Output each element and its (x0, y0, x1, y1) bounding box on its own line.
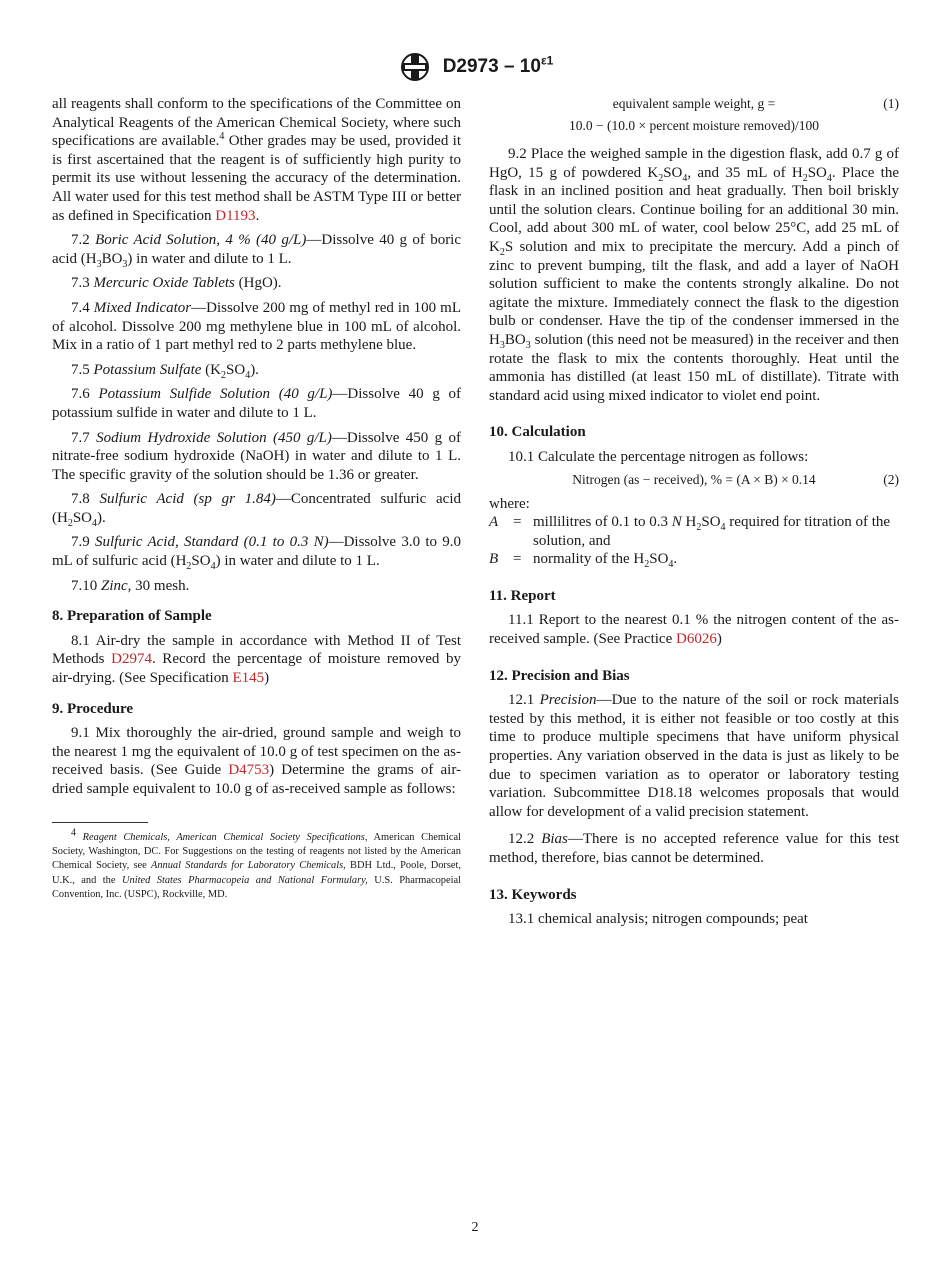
reagent-intro-paragraph: all reagents shall conform to the specifications of the Committee on Analytical Reagents of the American Chemical Society, where such specifications are available.$^4$ Other grades may be used, provided it is first ascertained that the reagent is of sufficiently high purity to permit its use without lessening the accuracy of the determination. All water used for this test method shall be ASTM Type III or better as defined in Specification D1193. (52, 96, 462, 224)
astm-logo-icon (397, 52, 433, 82)
where-definition-a: A = millilitres of 0.1 to 0.3 N $H_2SO_4$ required for titration of the solution, and (489, 514, 891, 549)
section-7-5: 7.5 Potassium Sulfate $(K_2SO_4)$. (71, 361, 259, 381)
section-7-6: 7.6 Potassium Sulfide Solution (40 g/L)—Dissolve 40 g of potassium sulfide in water and dilute to 1 L. (52, 386, 462, 421)
heading-section-10: 10. Calculation (489, 424, 586, 441)
section-7-10: 7.10 Zinc, 30 mesh. (71, 577, 190, 594)
section-9-2: 9.2 Place the weighed sample in the digestion flask, add 0.7 g of HgO, 15 g of powdered $K_2SO_4$, and 35 mL of $H_2SO_4$. Place the flask in an inclined position and heat gradually. Then boil briskly until the solution clears. Continue boiling for an additional 30 min. Cool, add about 300 mL of water, cool below 25°C, add 25 mL of $K_2S$ solution and mix to precipitate the mercury. Add a pinch of zinc to prevent bumping, tilt the flask, and add a layer of NaOH solution sufficient to make the contents strongly alkaline. Do not agitate the mixture. Immediately connect the flask to the digestion bulb or condenser. Have the tip of the condenser immersed in the $H_3BO_3$ solution (this need not be measured) in the receiver and then rotate the flask to mix the contents thoroughly. Heat until the ammonia has distilled (at least 150 mL of distillate). Titrate with standard acid using mixed indicator to violet end point. (489, 146, 899, 404)
section-10-1: 10.1 Calculate the percentage nitrogen as follows: (508, 448, 809, 465)
equation-2: Nitrogen (as − received), % = (A × B) × 0.14 (2) (572, 471, 899, 487)
section-7-4: 7.4 Mixed Indicator—Dissolve 200 mg of methyl red in 100 mL of alcohol. Dissolve 200 mg methylene blue in 100 mL of alcohol. Mix in a ratio of 1 part methyl red to 2 parts methylene blue. (52, 299, 461, 354)
section-8-1: 8.1 Air-dry the sample in accordance with Method II of Test Methods D2974. Record the percentage of moisture removed by air-drying. (See Specification E145) (52, 632, 461, 687)
equation-2-number: (2) (883, 471, 899, 487)
heading-section-11: 11. Report (489, 587, 556, 604)
page-number: 2 (471, 1220, 479, 1235)
standard-designation: $D2973 - 10^{\varepsilon 1}$ (442, 53, 554, 77)
section-11-1: 11.1 Report to the nearest 0.1 % the nitrogen content of the as-received sample. (See Practice D6026) (489, 612, 899, 648)
link-d6026[interactable]: D6026 (676, 631, 717, 648)
link-d2974[interactable]: D2974 (111, 651, 152, 668)
heading-section-9: 9. Procedure (52, 700, 134, 717)
section-7-3: 7.3 Mercuric Oxide Tablets (HgO). (71, 275, 282, 292)
right-column (489, 95, 899, 929)
heading-section-13: 13. Keywords (489, 886, 577, 903)
section-7-2: 7.2 Boric Acid Solution, 4 % (40 g/L)—Dissolve 40 g of boric acid $(H_3BO_3)$ in water and dilute to 1 L. (52, 232, 462, 270)
where-definition-b: B = normality of the $H_2SO_4$. (489, 551, 678, 571)
where-label: where: (489, 495, 530, 512)
left-column (52, 95, 461, 903)
section-7-7: 7.7 Sodium Hydroxide Solution (450 g/L)—Dissolve 450 g of nitrate-free sodium hydroxide (NaOH) in water and dilute to 1 L. The specific gravity of the solution should be 1.36 or greater. (52, 429, 461, 483)
link-d1193[interactable]: D1193 (215, 207, 256, 224)
footnote-4: $^4$ Reagent Chemicals, American Chemical Society Specifications, American Chemical Society, Washington, DC. For Suggestions on the testing of reagents not listed by the American Chemical Society, see Annual Standards for Laboratory Chemicals, BDH Ltd., Poole, Dorset, U.K., and the United States Pharmacopeia and National Formulary, U.S. Pharmacopeial Convention, Inc. (USPC), Rockville, MD. (52, 827, 461, 901)
section-7-9: 7.9 Sulfuric Acid, Standard (0.1 to 0.3 N)—Dissolve 3.0 to 9.0 mL of sulfuric acid $(H_2SO_4)$ in water and dilute to 1 L. (52, 534, 461, 573)
page-header (0, 52, 950, 82)
section-13-1: 13.1 chemical analysis; nitrogen compounds; peat (508, 911, 808, 928)
equation-1-number: (1) (883, 96, 899, 111)
section-7-8: 7.8 Sulfuric Acid (sp gr 1.84)—Concentrated sulfuric acid $(H_2SO_4)$. (52, 491, 461, 529)
equation-1: equivalent sample weight, g = (1) 10.0 − (10.0 × percent moisture removed)/100 (569, 96, 899, 133)
link-d4753[interactable]: D4753 (228, 762, 270, 779)
section-9-1: 9.1 Mix thoroughly the air-dried, ground sample and weigh to the nearest 1 mg the equivalent of 10.0 g of test specimen on the as-received basis. (See Guide D4753) Determine the grams of air-dried sample equivalent to 10.0 g of as-received sample as follows: (52, 725, 462, 797)
link-e145[interactable]: E145 (232, 670, 265, 687)
footnote-divider (52, 822, 148, 823)
heading-section-12: 12. Precision and Bias (489, 667, 630, 684)
section-12-1: 12.1 Precision—Due to the nature of the soil or rock materials tested by this method, it is either not feasible or too costly at this time to produce multiple specimens that have uniform physical properties. Any variation observed in the data is just as likely to be due to specimen variation as to operator or laboratory testing variation. Subcommittee D18.18 welcomes proposals that would allow for development of a valid precision statement. (489, 692, 900, 820)
heading-section-8: 8. Preparation of Sample (52, 608, 212, 625)
section-12-2: 12.2 Bias—There is no accepted reference value for this test method, therefore, bias cannot be determined. (489, 831, 900, 866)
